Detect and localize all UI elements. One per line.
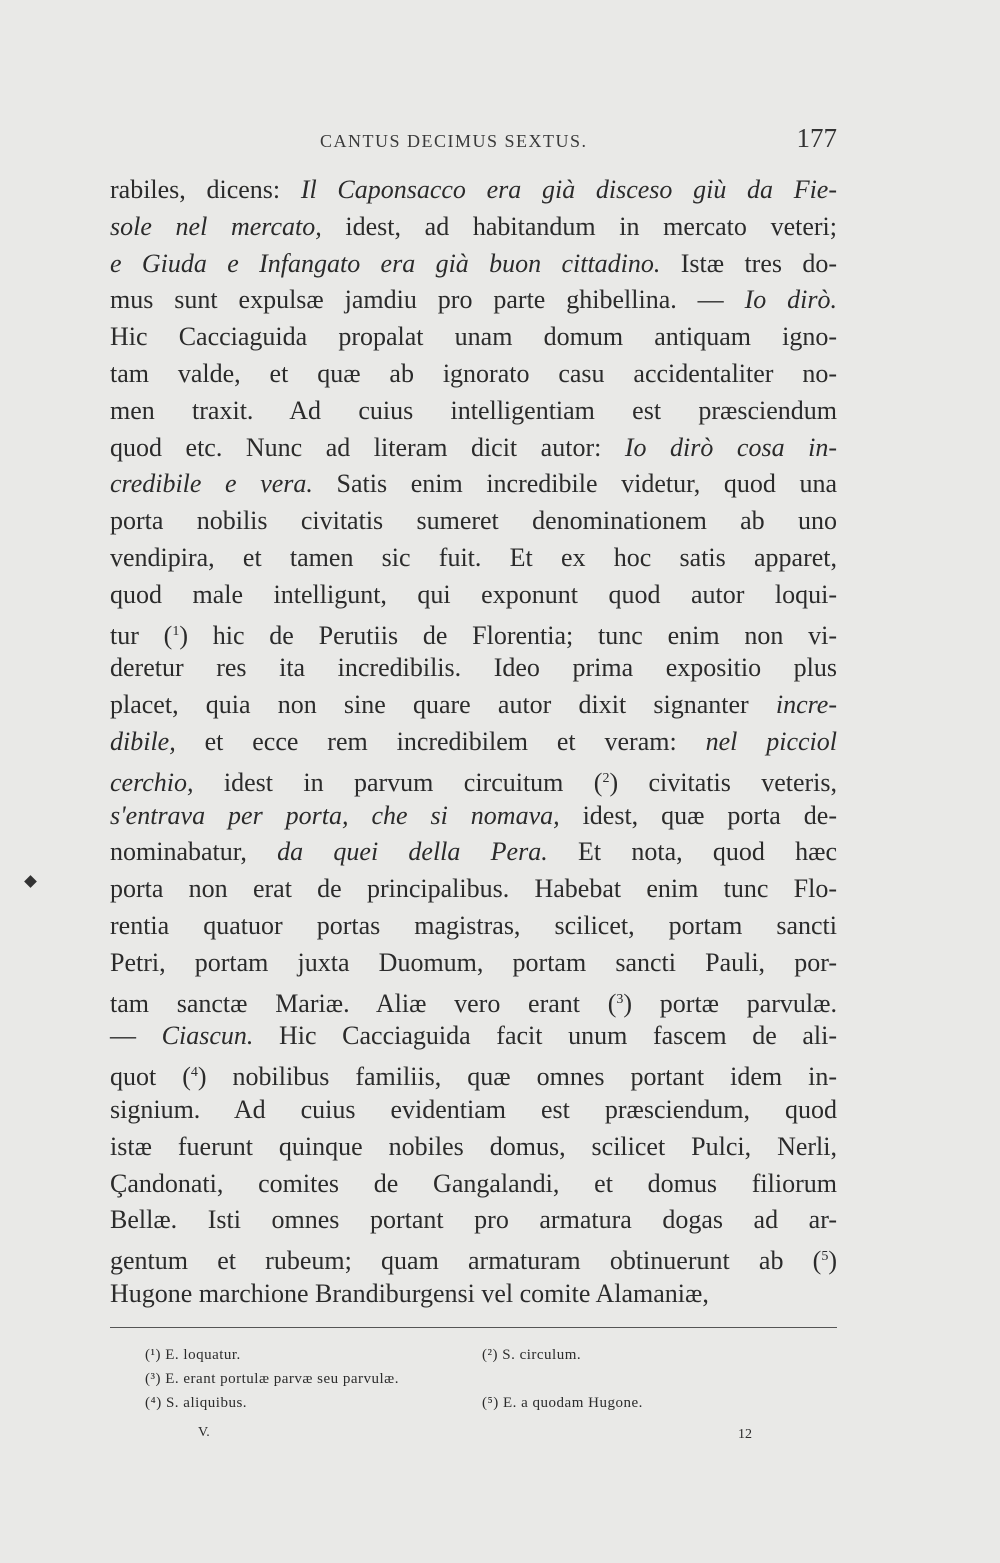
- text-line: Çandonati, comites de Gangalandi, et domus filiorum: [110, 1168, 837, 1198]
- footnote-ref: 1: [172, 623, 180, 639]
- text-line: tam valde, et quæ ab ignorato casu accidentaliter no-: [110, 358, 837, 388]
- text-line: rentia quatuor portas magistras, scilicet, portam sancti: [110, 910, 837, 940]
- page-header: [110, 123, 837, 159]
- text-line: cerchio, idest in parvum circuitum ($^2$) civitatis veteris,: [110, 767, 837, 797]
- text-line: dibile, et ecce rem incredibilem et veram: nel picciol: [110, 726, 837, 756]
- text-line: porta nobilis civitatis sumeret denominationem ab uno: [110, 506, 837, 536]
- footnote-ref: 4: [190, 1065, 198, 1081]
- text-line: — Ciascun. Hic Cacciaguida facit unum fascem de ali-: [110, 1021, 838, 1051]
- text-line: signium. Ad cuius evidentiam est præsciendum, quod: [110, 1094, 837, 1124]
- footnote-3: (³) E. erant portulæ parvæ seu parvulæ.: [145, 1371, 399, 1387]
- text-line: istæ fuerunt quinque nobiles domus, scilicet Pulci, Nerli,: [110, 1131, 837, 1161]
- text-line: porta non erat de principalibus. Habebat enim tunc Flo-: [110, 874, 837, 904]
- running-head: CANTUS DECIMUS SEXTUS.: [320, 131, 588, 151]
- text-line: credibile e vera. Satis enim incredibile videtur, quod una: [110, 469, 837, 499]
- text-line: rabiles, dicens: Il Caponsacco era già disceso giù da Fie-: [110, 175, 837, 204]
- text-line: tam sanctæ Mariæ. Aliæ vero erant ($^3$) portæ parvulæ.: [110, 988, 837, 1018]
- footnote-2: (²) S. circulum.: [482, 1347, 582, 1363]
- footnote-1: (¹) E. loquatur.: [145, 1347, 241, 1363]
- footnote-ref: 3: [616, 991, 624, 1007]
- text-line: sole nel mercato, idest, ad habitandum in mercato veteri;: [110, 211, 837, 241]
- signature-mark: V.: [198, 1425, 210, 1440]
- text-line: placet, quia non sine quare autor dixit signanter incre-: [110, 690, 837, 720]
- margin-mark: [24, 875, 37, 888]
- text-line: mus sunt expulsæ jamdiu pro parte ghibellina. — Io dirò.: [110, 285, 837, 315]
- footnote-4: (⁴) S. aliquibus.: [145, 1395, 248, 1411]
- text-line: nominabatur, da quei della Pera. Et nota, quod hæc: [110, 837, 838, 867]
- text-line: s'entrava per porta, che si nomava, idest, quæ porta de-: [110, 800, 837, 830]
- text-line: tur ($^1$) hic de Perutiis de Florentia; tunc enim non vi-: [110, 620, 837, 650]
- footnote-ref: 2: [602, 770, 610, 786]
- page-footer: [110, 1425, 837, 1447]
- body-text: [110, 172, 837, 1313]
- text-line: vendipira, et tamen sic fuit. Et ex hoc satis apparet,: [110, 542, 837, 572]
- text-line: quod etc. Nunc ad literam dicit autor: Io dirò cosa in-: [110, 432, 837, 462]
- text-line: gentum et rubeum; quam armaturam obtinuerunt ab ($^5$): [110, 1246, 837, 1276]
- footnote-rule: [110, 1327, 837, 1328]
- text-line: Hugone marchione Brandiburgensi vel comite Alamaniæ,: [110, 1278, 709, 1308]
- text-line: Petri, portam juxta Duomum, portam sancti Pauli, por-: [110, 947, 837, 977]
- text-line: e Giuda e Infangato era già buon cittadino. Istæ tres do-: [110, 248, 837, 278]
- signature-number: 12: [738, 1427, 752, 1442]
- text-line: Bellæ. Isti omnes portant pro armatura dogas ad ar-: [110, 1205, 837, 1235]
- footnote-ref: 5: [821, 1249, 829, 1265]
- text-line: deretur res ita incredibilis. Ideo prima expositio plus: [110, 653, 837, 683]
- page-number: 177: [796, 123, 837, 153]
- text-line: quot ($^4$) nobilibus familiis, quæ omnes portant idem in-: [110, 1062, 837, 1092]
- text-line: quod male intelligunt, qui exponunt quod autor loqui-: [110, 579, 837, 609]
- text-line: men traxit. Ad cuius intelligentiam est præsciendum: [110, 395, 837, 425]
- text-line: Hic Cacciaguida propalat unam domum antiquam igno-: [110, 322, 837, 352]
- footnote-5: (⁵) E. a quodam Hugone.: [482, 1395, 643, 1411]
